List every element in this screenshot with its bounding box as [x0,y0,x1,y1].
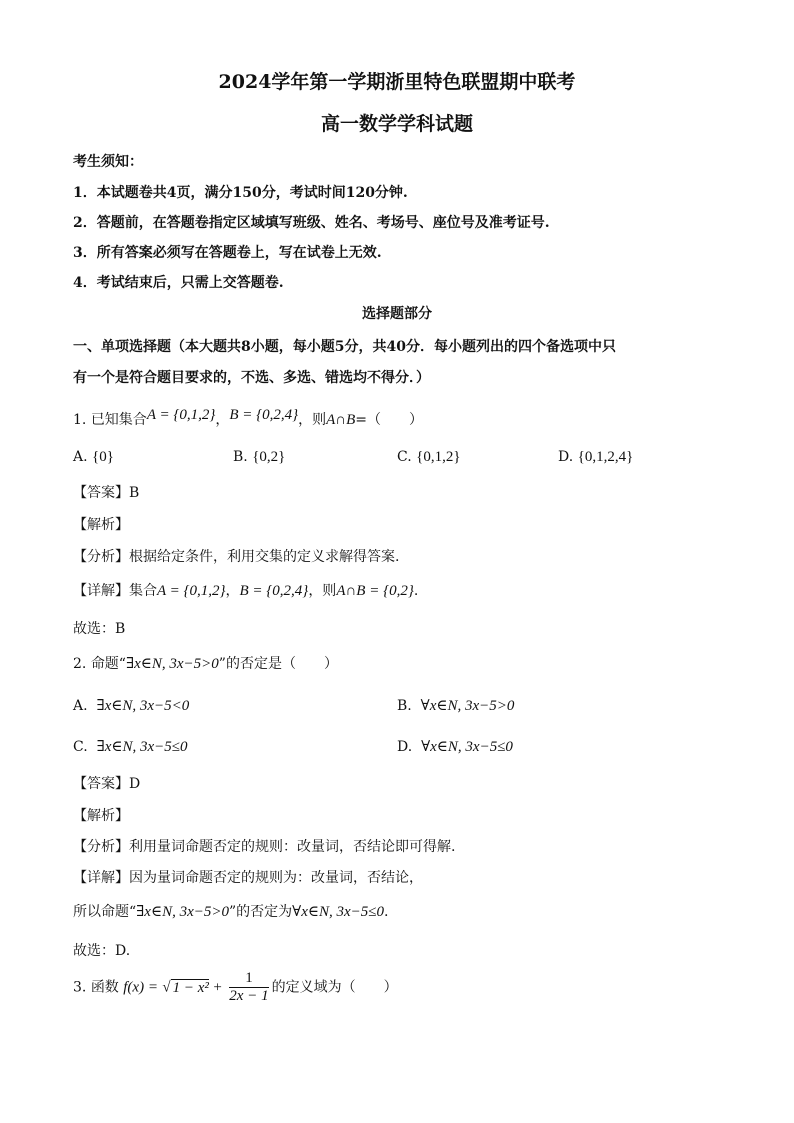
option-value: ∀x∈N, 3x−5>0 [420,698,515,714]
section-title: 选择题部分 [362,306,432,322]
option-label: B. [233,449,248,465]
option-d [397,737,513,757]
detail-text: . [413,583,419,599]
question-number: 1. [73,412,87,428]
question-number: 2. [73,656,87,672]
detail-text: 集合 [129,583,157,599]
option-value: ∃x∈N, 3x−5<0 [96,698,190,714]
part-heading-line2: 有一个是符合题目要求的，不选、多选、错选均不得分．） [73,370,430,386]
analysis-label: 【解析】 [73,808,129,824]
math-set-a: A = {0,1,2} [146,407,216,423]
math-negation: ∀x∈N, 3x−5≤0 [292,904,384,920]
detail-label: 【详解】 [73,583,129,599]
question-text: =（ ） [355,412,424,428]
part-heading-line1: 一、单项选择题（本大题共8小题，每小题5分，共40分．每小题列出的四个备选项中只 [73,339,616,355]
notice-item: 4．考试结束后，只需上交答题卷. [73,275,284,291]
fenxi-line [73,837,455,857]
fraction-denominator: 2x − 1 [229,988,269,1004]
math-function: f(x) = [123,979,158,996]
option-label: D. [397,739,413,755]
detail-text: . [384,904,389,920]
detail-text: ，则 [308,583,337,599]
notice-item: 3．所有答案必须写在答题卷上，写在试卷上无效. [73,245,382,261]
question-3-stem [73,970,398,1005]
detail-line [73,868,423,888]
answer-value: D [129,776,141,792]
exam-subtitle: 高一数学学科试题 [320,113,473,135]
math-proposition: ∃x∈N, 3x−5>0 [125,656,219,672]
detail-line-2 [73,902,388,922]
option-value: ∀x∈N, 3x−5≤0 [421,739,513,755]
option-value: {0,2} [252,449,286,465]
fenxi-label: 【分析】 [73,549,129,565]
option-label: D. [558,449,574,465]
question-number: 3. [73,979,87,996]
question-2-stem [73,654,338,674]
option-value: ∃x∈N, 3x−5≤0 [96,739,188,755]
answer-label: 【答案】 [73,776,129,792]
answer-value: B [129,485,140,501]
math-fraction [229,970,268,1005]
detail-text: 因为量词命题否定的规则为：改量词，否结论， [129,870,423,886]
pick-value: B [115,621,126,637]
answer-label: 【答案】 [73,485,129,501]
detail-line [73,581,418,601]
option-label: A. [73,698,88,714]
option-label: A. [73,449,88,465]
pick-line [73,619,125,639]
math-set-b: B = {0,2,4} [229,407,299,423]
question-text: ，则 [298,412,327,428]
math-intersection: A∩B [326,412,356,428]
notice-heading: 考生须知： [73,154,143,170]
detail-label: 【详解】 [73,870,129,886]
option-c [73,737,188,757]
pick-line [73,941,130,961]
question-text: 的定义域为（ ） [271,979,398,996]
question-text: ， [215,412,230,428]
answer-line [73,774,140,794]
fraction-numerator: 1 [229,970,268,988]
question-1-stem [73,407,424,430]
math-result: A∩B = {0,2} [336,583,414,599]
sqrt-sign: √ [162,979,171,996]
notice-item: 2．答题前，在答题卷指定区域填写班级、姓名、考场号、座位号及准考证号. [73,215,550,231]
math-set-b: B = {0,2,4} [239,583,309,599]
math-set-a: A = {0,1,2} [157,583,226,599]
pick-value: D. [115,943,131,959]
math-proposition: ∃x∈N, 3x−5>0 [136,904,229,920]
question-text: 命题“ [90,656,126,672]
question-text: 函数 [90,979,119,996]
option-label: C. [73,739,88,755]
option-label: B. [397,698,412,714]
detail-text: ”的否定为 [228,904,293,920]
option-b [233,447,285,467]
question-text: ”的否定是（ ） [218,656,338,672]
option-value: {0} [92,449,114,465]
pick-label: 故选： [73,943,115,959]
option-value: {0,1,2,4} [577,449,634,465]
option-a [73,696,189,716]
fenxi-label: 【分析】 [73,839,129,855]
option-a [73,447,114,467]
option-d [558,447,633,467]
pick-label: 故选： [73,621,115,637]
fenxi-line [73,547,399,567]
option-label: C. [397,449,412,465]
notice-item: 1．本试题卷共4页，满分150分，考试时间120分钟. [73,185,408,201]
math-radicand: 1 − x² [172,979,209,996]
exam-title: 2024学年第一学期浙里特色联盟期中联考 [218,71,576,93]
question-text: 已知集合 [90,412,147,428]
option-b [397,696,514,716]
fenxi-text: 利用量词命题否定的规则：改量词，否结论即可得解. [129,839,456,855]
fenxi-text: 根据给定条件，利用交集的定义求解得答案. [129,549,400,565]
detail-text: 所以命题“ [73,904,137,920]
analysis-label: 【解析】 [73,517,129,533]
math-plus: + [213,979,222,996]
option-c [397,447,461,467]
option-value: {0,1,2} [416,449,461,465]
answer-line [73,483,139,503]
detail-text: ， [225,583,240,599]
